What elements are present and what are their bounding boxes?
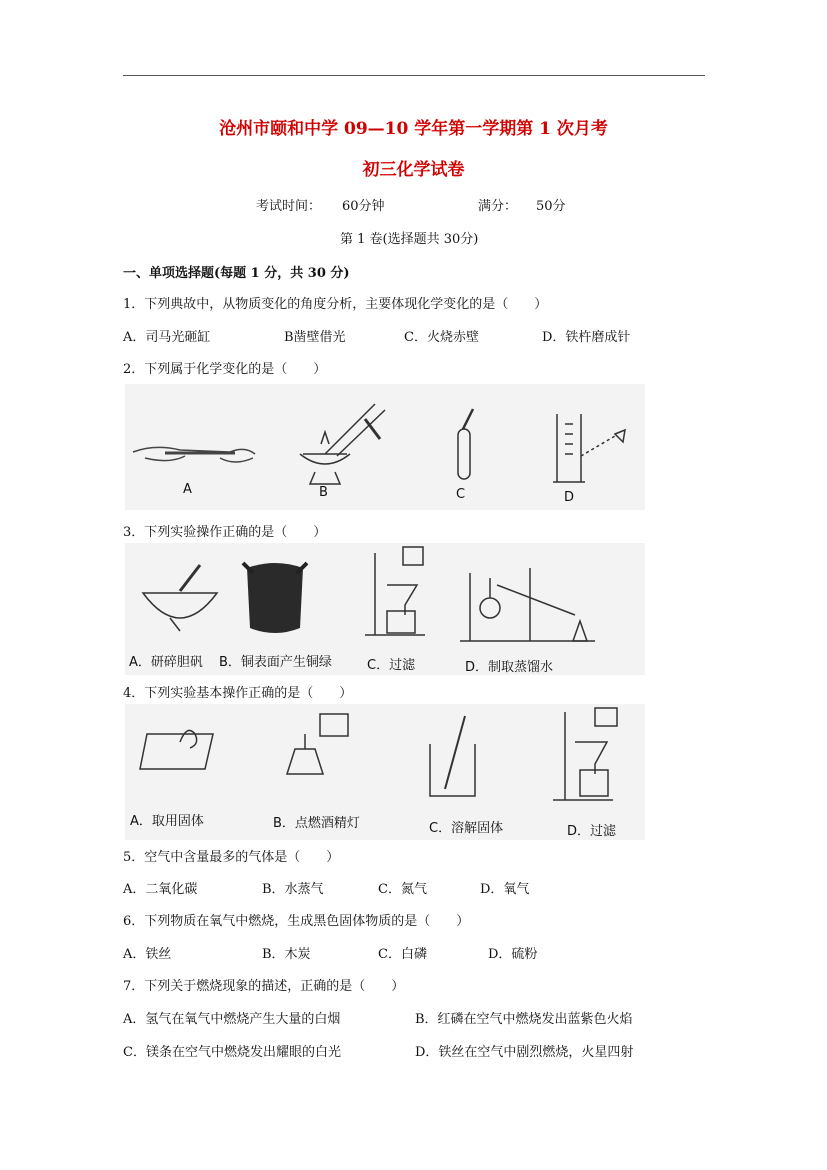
top-rule — [123, 75, 705, 76]
option-a: A．氢气在氧气中燃烧产生大量的白烟 — [123, 1012, 341, 1027]
option-d: D．铁杵磨成针 — [542, 330, 631, 345]
figure-label: B — [319, 485, 328, 500]
exam-subtitle: 初三化学试卷 — [362, 160, 465, 180]
figure-label: D．过滤 — [567, 824, 617, 839]
time-label: 考试时间： — [256, 199, 322, 214]
figure-label: C — [456, 487, 466, 502]
option-a: A．司马光砸缸 — [123, 330, 211, 345]
option-d: D．硫粉 — [488, 947, 538, 962]
figure-label: A — [183, 482, 192, 497]
score-label: 满分： — [478, 199, 518, 214]
question-stem: 7．下列关于燃烧现象的描述，正确的是（ ） — [123, 979, 405, 994]
option-b: B．木炭 — [262, 947, 311, 962]
exam-title: 沧州市颐和中学 09—10 学年第一学期第 1 次月考 — [219, 119, 608, 139]
option-c: C．火烧赤壁 — [404, 330, 479, 345]
question-stem: 6．下列物质在氧气中燃烧，生成黑色固体物质的是（ ） — [123, 914, 470, 929]
option-a: A．二氧化碳 — [123, 882, 198, 897]
option-b: B．水蒸气 — [262, 882, 324, 897]
section-heading: 一、单项选择题(每题 1 分，共 30 分) — [123, 266, 350, 281]
option-a: A．铁丝 — [123, 947, 172, 962]
question-stem: 3．下列实验操作正确的是（ ） — [123, 525, 327, 540]
figure-label: B．点燃酒精灯 — [273, 816, 360, 831]
question-stem: 5．空气中含量最多的气体是（ ） — [123, 850, 340, 865]
figure-label: A．取用固体 — [130, 814, 204, 829]
option-c: C．镁条在空气中燃烧发出耀眼的白光 — [123, 1045, 341, 1060]
option-d: D．铁丝在空气中剧烈燃烧，火星四射 — [415, 1045, 634, 1060]
option-c: C．氮气 — [378, 882, 427, 897]
question-stem: 1．下列典故中，从物质变化的角度分析，主要体现化学变化的是（ ） — [123, 297, 548, 312]
figure-label: A．研碎胆矾 — [129, 655, 203, 670]
volume-label: 第 1 卷(选择题共 30分) — [340, 232, 479, 247]
figure-label: D．制取蒸馏水 — [465, 660, 554, 675]
option-b: B凿壁借光 — [284, 330, 346, 345]
figure-label: C．过滤 — [367, 658, 416, 673]
time-value: 60分钟 — [342, 199, 385, 214]
option-c: C．白磷 — [378, 947, 427, 962]
option-b: B．红磷在空气中燃烧发出蓝紫色火焰 — [415, 1012, 633, 1027]
score-value: 50分 — [536, 199, 566, 214]
option-d: D．氧气 — [480, 882, 530, 897]
figure-label: B．铜表面产生铜绿 — [219, 655, 332, 670]
figure-label: D — [564, 490, 575, 505]
question-stem: 2．下列属于化学变化的是（ ） — [123, 362, 327, 377]
figure-label: C．溶解固体 — [429, 821, 504, 836]
question-stem: 4．下列实验基本操作正确的是（ ） — [123, 686, 353, 701]
